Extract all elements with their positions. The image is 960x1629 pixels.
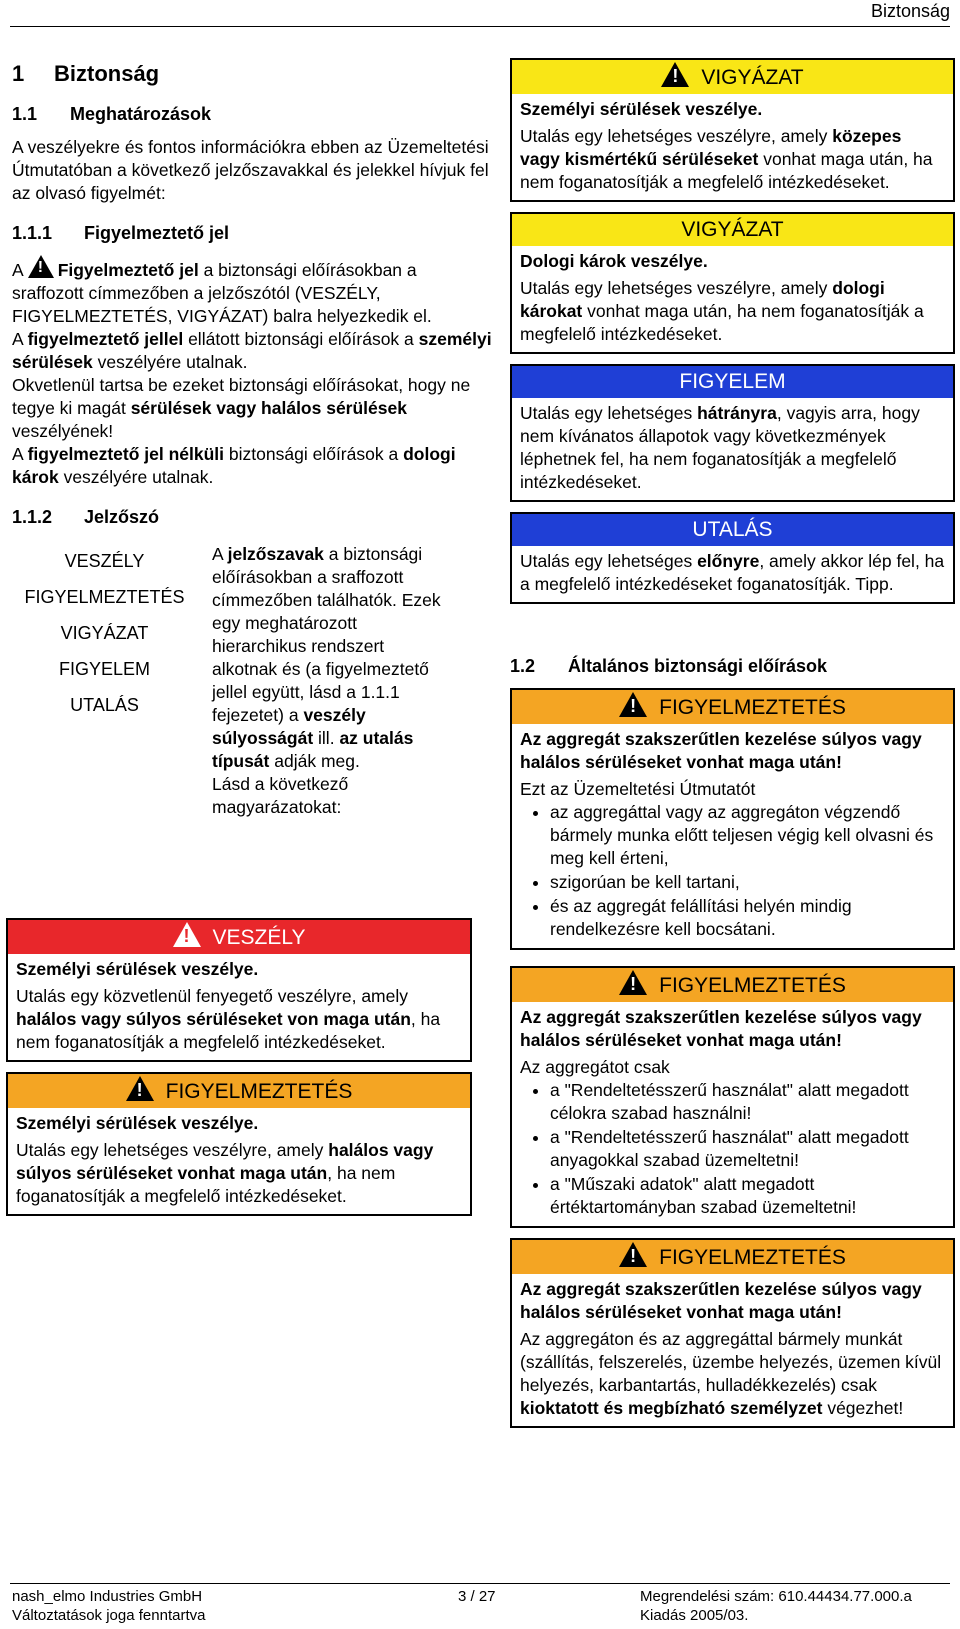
- list-item: • az aggregáttal vagy az aggregáton végzendő bármely munka előtt teljesen végig kell olvasni és meg kell érteni,: [550, 801, 945, 870]
- footer-order-number: Megrendelési szám: 610.44434.77.000.a: [640, 1588, 912, 1605]
- general-warning-text-3: Az aggregáton és az aggregáttal bármely munkát (szállítás, felszerelés, üzembe helyezés, üzemen kívül helyezés, karbantartás, hulladékkezelés) csak kioktatott és megbízható személyzet végezhet!: [520, 1329, 942, 1418]
- header-rule: [10, 26, 950, 27]
- signal-words-section: [12, 543, 492, 918]
- general-warning-box-2: [510, 966, 955, 1228]
- danger-band: !VESZÉLY: [8, 920, 470, 954]
- warning-triangle-icon: [173, 922, 201, 947]
- footer-company: nash_elmo Industries GmbH: [12, 1588, 203, 1605]
- signal-word-explanation: A jelzőszavak a biztonsági előírásokban a sraffozott címmezőben találhatók. Ezek egy meghatározott hierarchikus rendszert alkotnak és (a figyelmeztető jellel együtt, lásd a 1.1.1 fejezetet) a veszély súlyosságát ill. az utalás típusát adják meg. Lásd a következő magyarázatokat:: [212, 544, 441, 817]
- note-box: [510, 512, 955, 604]
- footer-rule: [10, 1583, 950, 1584]
- caution-property-box: [510, 212, 955, 354]
- footer-right: [640, 1587, 912, 1625]
- warning-band: !FIGYELMEZTETÉS: [8, 1074, 470, 1108]
- general-warning-subtitle-3: Az aggregát szakszerűtlen kezelése súlyos vagy halálos sérüléseket vonhat maga után!: [520, 1279, 922, 1322]
- general-warning-band-1: !FIGYELMEZTETÉS: [512, 690, 953, 724]
- list-item: • a "Rendeltetésszerű használat" alatt megadott anyagokkal szabad üzemeltetni!: [550, 1126, 945, 1172]
- danger-text: Utalás egy közvetlenül fenyegető veszélyre, amely halálos vagy súlyos sérüléseket von maga után, ha nem foganatosítják a megfelelő intézkedéseket.: [16, 986, 441, 1052]
- warning-triangle-icon: [661, 62, 689, 87]
- property-damage-paragraph: A figyelmeztető jel nélküli biztonsági előírások a dologi károk veszélyére utalnak.: [12, 444, 456, 487]
- caution-property-band: VIGYÁZAT: [512, 214, 953, 246]
- list-item: • és az aggregát felállítási helyén mindig rendelkezésre kell bocsátani.: [550, 895, 945, 941]
- general-warning-box-1: [510, 688, 955, 950]
- list-item: • a "Műszaki adatok" alatt megadott értéktartományban szabad üzemeltetni!: [550, 1173, 945, 1219]
- heading-1-1-2: 1.1.2 Jelzőszó: [12, 507, 160, 527]
- compliance-paragraph: Okvetlenül tartsa be ezeket biztonsági előírásokat, hogy ne tegye ki magát sérülések vagy halálos sérülések veszélyének!: [12, 375, 471, 441]
- right-column: [510, 58, 955, 1438]
- note-band: UTALÁS: [512, 514, 953, 546]
- warning-sign-paragraph: A! Figyelmeztető jel a biztonsági előírásokban a sraffozott címmezőben a jelzőszótól (VESZÉLY, FIGYELMEZTETÉS, VIGYÁZAT) balra helyezkedik el.: [12, 255, 492, 328]
- caution-property-text: Utalás egy lehetséges veszélyre, amely dologi károkat vonhat maga után, ha nem foganatosítják a megfelelő intézkedéseket.: [520, 278, 924, 344]
- attention-band: FIGYELEM: [512, 366, 953, 398]
- footer-page-number: 3 / 27: [458, 1588, 496, 1605]
- general-warning-band-3: !FIGYELMEZTETÉS: [512, 1240, 953, 1274]
- attention-text: Utalás egy lehetséges hátrányra, vagyis arra, hogy nem kívánatos állapotok vagy következmények léphetnek fel, ha nem foganatosítják a megfelelő intézkedéseket.: [520, 403, 920, 492]
- signal-word-note: UTALÁS: [70, 695, 139, 715]
- danger-subtitle: Személyi sérülések veszélye.: [16, 959, 259, 979]
- warning-triangle-icon: [126, 1076, 154, 1101]
- caution-injury-band: !VIGYÁZAT: [512, 60, 953, 94]
- attention-box: [510, 364, 955, 502]
- general-warning-list-2: [520, 1079, 945, 1219]
- heading-1-2: 1.2 Általános biztonsági előírások: [510, 656, 828, 676]
- signal-word-attention: FIGYELEM: [58, 659, 151, 679]
- warning-box: [6, 1072, 472, 1216]
- heading-1-1: 1.1 Meghatározások: [12, 104, 212, 124]
- signal-word-list: [12, 543, 197, 723]
- footer-left: [12, 1587, 205, 1625]
- general-warning-intro-2: Az aggregátot csak: [520, 1057, 670, 1077]
- warning-text: Utalás egy lehetséges veszélyre, amely halálos vagy súlyos sérüléseket vonhat maga után, ha nem foganatosítják a megfelelő intézkedéseket.: [16, 1140, 434, 1206]
- general-warning-list-1: [520, 801, 945, 941]
- caution-injury-text: Utalás egy lehetséges veszélyre, amely közepes vagy kismértékű sérüléseket vonhat maga után, ha nem foganatosítják a megfelelő intézkedéseket.: [520, 126, 933, 192]
- caution-injury-box: [510, 58, 955, 202]
- warning-triangle-icon: [619, 692, 647, 717]
- left-column: [12, 58, 492, 1226]
- list-item: • szigorúan be kell tartani,: [550, 871, 945, 894]
- general-warning-box-3: [510, 1238, 955, 1428]
- general-warning-subtitle-2: Az aggregát szakszerűtlen kezelése súlyos vagy halálos sérüléseket vonhat maga után!: [520, 1007, 922, 1050]
- footer-edition: Kiadás 2005/03.: [640, 1607, 749, 1624]
- note-text: Utalás egy lehetséges előnyre, amely akkor lép fel, ha a megfelelő intézkedéseket foganatosítják. Tipp.: [520, 551, 945, 594]
- personal-injury-paragraph: A figyelmeztető jellel ellátott biztonsági előírások a személyi sérülések veszélyére utalnak.: [12, 329, 492, 372]
- danger-box: [6, 918, 472, 1062]
- general-warning-subtitle-1: Az aggregát szakszerűtlen kezelése súlyos vagy halálos sérüléseket vonhat maga után!: [520, 729, 922, 772]
- intro-paragraph: A veszélyekre és fontos információkra ebben az Üzemeltetési Útmutatóban a következő jelzőszavakkal és jelekkel hívjuk fel az olvasó figyelmét:: [12, 137, 489, 203]
- signal-word-caution: VIGYÁZAT: [60, 623, 149, 643]
- heading-1-1-1: 1.1.1 Figyelmeztető jel: [12, 223, 230, 243]
- signal-word-warning: FIGYELMEZTETÉS: [24, 587, 185, 607]
- signal-word-danger: VESZÉLY: [64, 551, 145, 571]
- caution-property-subtitle: Dologi károk veszélye.: [520, 251, 708, 271]
- list-item: • a "Rendeltetésszerű használat" alatt megadott célokra szabad használni!: [550, 1079, 945, 1125]
- warning-subtitle: Személyi sérülések veszélye.: [16, 1113, 259, 1133]
- heading-1: 1 Biztonság: [12, 61, 160, 86]
- page-header-title: Biztonság: [870, 1, 950, 21]
- general-warning-intro-1: Ezt az Üzemeltetési Útmutatót: [520, 779, 756, 799]
- general-warning-band-2: !FIGYELMEZTETÉS: [512, 968, 953, 1002]
- warning-triangle-icon: [28, 255, 54, 278]
- caution-injury-subtitle: Személyi sérülések veszélye.: [520, 99, 763, 119]
- warning-triangle-icon: [619, 970, 647, 995]
- warning-triangle-icon: [619, 1242, 647, 1267]
- footer-changes: Változtatások joga fenntartva: [12, 1607, 206, 1624]
